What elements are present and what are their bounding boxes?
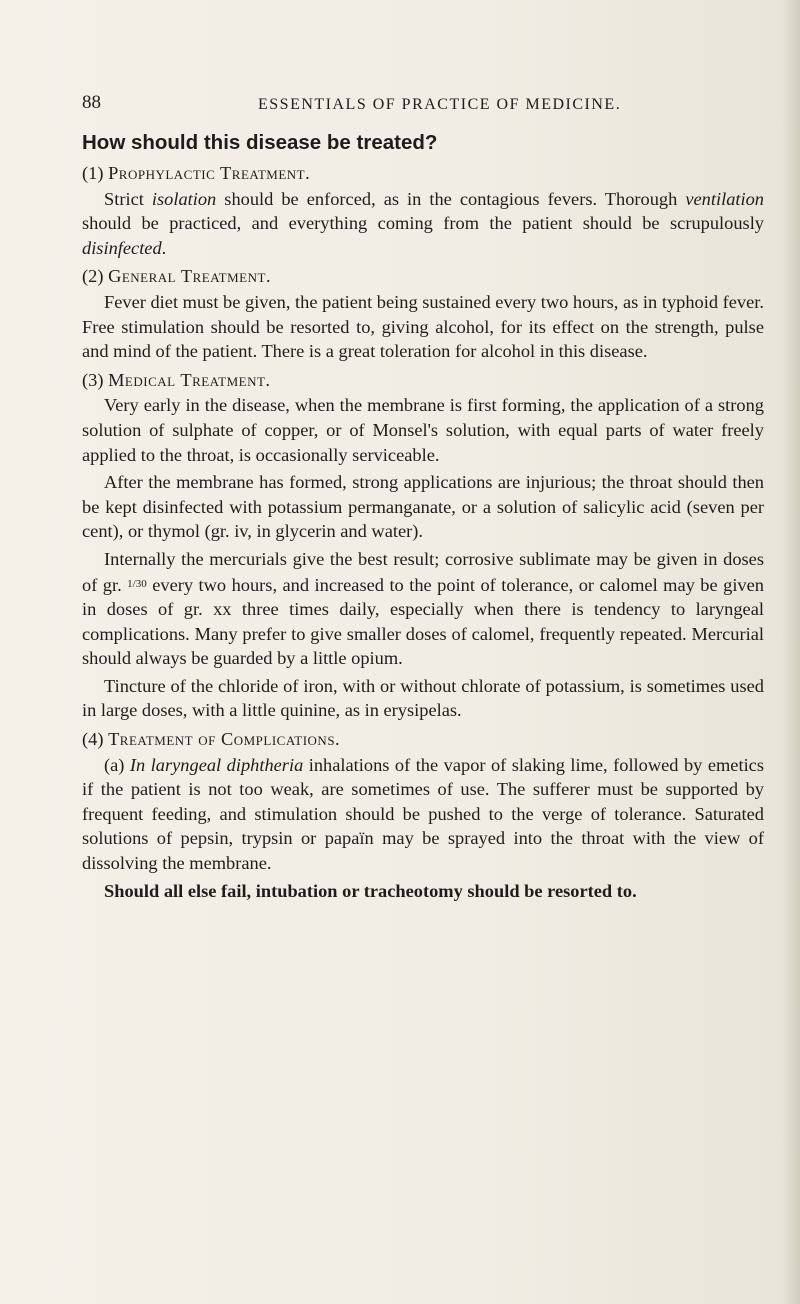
page-header — [0, 92, 800, 122]
page-edge-shadow — [782, 0, 800, 1304]
section-heading-complications: (4) Treatment of Complications. — [82, 729, 341, 750]
paragraph: (a) In laryngeal diphtheria inhalations of the vapor of slaking lime, followed by emetics if the patient is not too weak, are sometimes of use. The sufferer must be supported by frequent feeding, and stimulation should be pushed to the verge of tolerance. Saturated solutions of pepsin, trypsin or papaïn may be sprayed into the throat with the view of dissolving the membrane. — [82, 754, 765, 874]
section-heading-prophylactic: (1) Prophylactic Treatment. — [82, 163, 311, 183]
paragraph: Very early in the disease, when the membrane is first forming, the application of a strong solution of sulphate of copper, or of Monsel's solution, with equal parts of water freely applied to the throat, is occasionally serviceable. — [82, 395, 764, 465]
page-number: 88 — [82, 92, 101, 113]
paragraph: Internally the mercurials give the best result; corrosive sublimate may be given in doses of gr. $^{1/30}$ every two hours, and increased to the point of tolerance, or calomel may be given in doses of gr. xx three times daily, especially when there is tendency to laryngeal complications. Many prefer to give smaller doses of calomel, frequently repeated. Mercurial should always be guarded by a little opium. — [82, 548, 764, 669]
section-heading-general: (2) General Treatment. — [82, 266, 272, 287]
running-title: ESSENTIALS OF PRACTICE OF MEDICINE. — [258, 96, 622, 113]
paragraph: Strict isolation should be enforced, as in the contagious fevers. Thorough ventilation should be practiced, and everything coming from the patient should be scrupulously disinfected. — [82, 188, 764, 258]
dose-fraction: 1/30 — [127, 577, 147, 590]
question-heading: How should this disease be treated? — [82, 131, 438, 154]
page-body — [82, 128, 764, 906]
paragraph: After the membrane has formed, strong applications are injurious; the throat should then be kept disinfected with potassium permanganate, or a solution of salicylic acid (seven per cent), or thymol (gr. iv, in glycerin and water). — [82, 472, 764, 542]
section-heading-medical: (3) Medical Treatment. — [82, 369, 271, 390]
paragraph: Tincture of the chloride of iron, with or without chlorate of potassium, is sometimes used in large doses, with a little quinine, as in erysipelas. — [82, 675, 764, 721]
paragraph: Fever diet must be given, the patient being sustained every two hours, as in typhoid fever. Free stimulation should be resorted to, giving alcohol, for its effect on the strength, pulse and mind of the patient. There is a great toleration for alcohol in this disease. — [82, 291, 764, 362]
paragraph: Should all else fail, intubation or tracheotomy should be resorted to. — [104, 880, 637, 901]
